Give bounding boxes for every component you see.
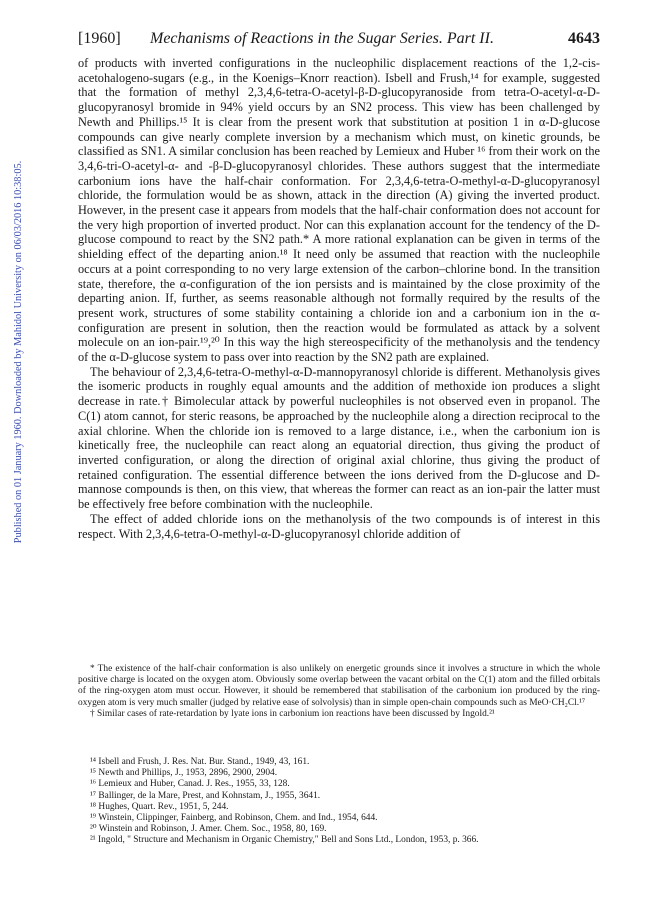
reference-item: ¹⁷ Ballinger, de la Mare, Prest, and Kohnstam, J., 1955, 3641. [90, 790, 321, 801]
reference-item: ¹⁵ Newth and Phillips, J., 1953, 2896, 2900, 2904. [90, 768, 278, 779]
footnote: † Similar cases of rate-retardation by lyate ions in carbonium ion reactions have been discussed by Ingold.²¹ [90, 708, 495, 719]
footnote: * The existence of the half-chair conformation is also unlikely on energetic grounds since it involves a structure in which the whole positive charge is located on the oxygen atom. Obviously some overlap between the vacant orbital on the C(1) atom and the filled orbitals of the ring-oxygen atom must occur. However, it should be remembered that stabilisation of the carbonium ion produced by the ring-oxygen atom is very much smaller (judged by relative ease of solvolysis) than in simple open-chain compounds such as MeO·CH₂Cl.¹⁷ [78, 664, 600, 708]
reference-item: ¹⁶ Lemieux and Huber, Canad. J. Res., 1955, 33, 128. [90, 779, 290, 790]
reference-item: ¹⁹ Winstein, Clippinger, Fainberg, and Robinson, Chem. and Ind., 1954, 644. [90, 813, 378, 824]
paragraph: of products with inverted configurations in the nucleophilic displacement reactions of the 1,2-cis-acetohalogeno-sugars (e.g., in the Koenigs–Knorr reaction). Isbell and Frush,¹⁴ for example, suggested that the formation of methyl 2,3,4,6-tetra-O-acetyl-β-D-glucopyranoside from tetra-O-acetyl-α-D-glucopyranosyl bromide in 94% yield occurs by an SN2 process. This view has been challenged by Newth and Phillips.¹⁵ It is clear from the present work that substitution at position 1 in α-D-glucose compounds can give nearly complete inversion by a mechanism which must, on kinetic grounds, be classified as SN1. A similar conclusion has been reached by Lemieux and Huber ¹⁶ from their work on the 3,4,6-tri-O-acetyl-α- and -β-D-glucopyranosyl chlorides. These authors suggest that the intermediate carbonium ions have the half-chair conformation. For 2,3,4,6-tetra-O-methyl-α-D-glucopyranosyl chloride, the formulation would be as shown, attack in the direction (A) giving the inverted product. However, in the present case it appears from models that the half-chair conformation does not account for the very high proportion of inverted product. Nor can this explanation account for the tendency of the D-glucose compound to react by the SN2 path.* A more rational explanation can be given in terms of the shielding effect of the departing anion.¹⁸ It need only be assumed that reaction with the nucleophile occurs at a point corresponding to no very large extension of the carbon–chlorine bond. In the transition state, therefore, the α-configuration of the ion persists and is maintained by the close proximity of the departing anion. If, further, as seems reasonable although not formally required by the results of the present work, structures of some stability containing a chloride ion and a carbonium ion in the α-configuration are present in solution, then the reaction would be formulated as attack by a solvent molecule on an ion-pair.¹⁹,²⁰ In this way the high stereospecificity of the methanolysis and the tendency of the α-D-glucose system to pass over into reaction by the SN2 path are explained. [78, 56, 600, 365]
header-title: Mechanisms of Reactions in the Sugar Series. Part II. [150, 30, 494, 47]
footnotes [78, 664, 600, 720]
reference-list [78, 757, 600, 847]
running-header [78, 30, 600, 50]
reference-item: ²¹ Ingold, " Structure and Mechanism in Organic Chemistry," Bell and Sons Ltd., London, 1953, p. 366. [90, 835, 479, 846]
paragraph: The effect of added chloride ions on the methanolysis of the two compounds is of interest in this respect. With 2,3,4,6-tetra-O-methyl-α-D-glucopyranosyl chloride addition of [78, 511, 600, 541]
download-stamp: Published on 01 January 1960. Downloaded by Mahidol University on 06/03/2016 10:38:05. [13, 160, 24, 544]
page-number: 4643 [568, 30, 600, 47]
reference-item: ¹⁸ Hughes, Quart. Rev., 1951, 5, 244. [90, 801, 229, 812]
reference-item: ¹⁴ Isbell and Frush, J. Res. Nat. Bur. Stand., 1949, 43, 161. [90, 757, 310, 767]
reference-item: ²⁰ Winstein and Robinson, J. Amer. Chem. Soc., 1958, 80, 169. [90, 824, 327, 835]
header-year: [1960] [78, 30, 121, 47]
body-text [78, 56, 600, 541]
paragraph: The behaviour of 2,3,4,6-tetra-O-methyl-α-D-mannopyranosyl chloride is different. Methanolysis gives the isomeric products in roughly equal amounts and the addition of methoxide ion produces a slight decrease in rate.† Bimolecular attack by powerful nucleophiles is not observed even in propanol. The C(1) atom cannot, for steric reasons, be approached by the nucleophile along a direction reciprocal to the axial chlorine. When the chloride ion is removed to a large distance, i.e., when the carbonium ion is kinetically free, the nucleophile can react along an equatorial direction, thus giving the product of inverted configuration, or along the direction of original axial chlorine, thus giving the product of retained configuration. The essential difference between the ions derived from the D-glucose and D-mannose compounds is then, on this view, that whereas the former can react as an ion-pair the latter must be effectively free before combination with the nucleophile. [78, 364, 600, 512]
